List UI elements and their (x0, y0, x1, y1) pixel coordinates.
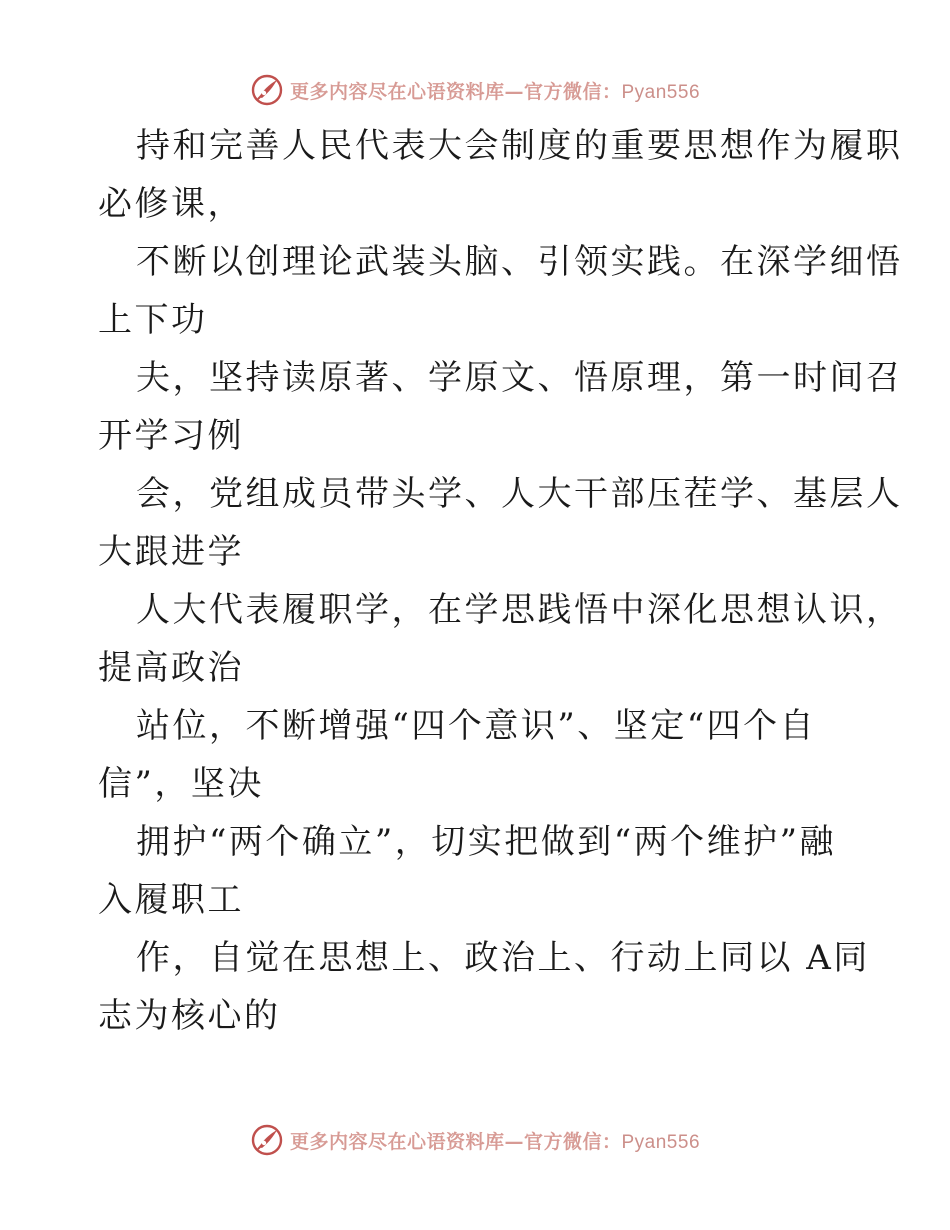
text-line: 持和完善人民代表大会制度的重要思想作为履职 (136, 126, 903, 166)
text-line: 不断以创理论武装头脑、引领实践。在深学细悟 (136, 242, 903, 282)
banner-handle: Pyan556 (621, 81, 701, 103)
pen-quill-logo-icon (250, 1123, 284, 1157)
footer-watermark-banner (0, 1120, 950, 1160)
pen-quill-logo-icon (250, 73, 284, 107)
banner-handle: Pyan556 (621, 1131, 701, 1153)
text-line: 必修课， (98, 184, 244, 224)
text-line: 站位，不断增强“四个意识”、坚定“四个自 (136, 706, 817, 746)
text-line: 大跟进学 (98, 532, 244, 572)
text-line: 会，党组成员带头学、人大干部压茬学、基层人 (136, 474, 903, 514)
banner-text: 更多内容尽在心语资料库—官方微信：Pyan556 (289, 1130, 701, 1153)
text-line: 作，自觉在思想上、政治上、行动上同以 A同 (136, 938, 870, 978)
text-line: 夫，坚持读原著、学原文、悟原理，第一时间召 (136, 358, 903, 398)
text-line: 拥护“两个确立”，切实把做到“两个维护”融 (136, 822, 837, 862)
text-line: 开学习例 (98, 416, 244, 456)
document-body (98, 117, 903, 1045)
text-line: 入履职工 (98, 880, 244, 920)
text-line: 志为核心的 (98, 996, 281, 1036)
text-line: 信”，坚决 (98, 764, 264, 804)
text-line: 提高政治 (98, 648, 244, 688)
text-line: 上下功 (98, 300, 208, 340)
text-line: 人大代表履职学，在学思践悟中深化思想认识， (136, 590, 903, 630)
header-watermark-banner (0, 70, 950, 110)
banner-text: 更多内容尽在心语资料库—官方微信：Pyan556 (289, 80, 701, 103)
